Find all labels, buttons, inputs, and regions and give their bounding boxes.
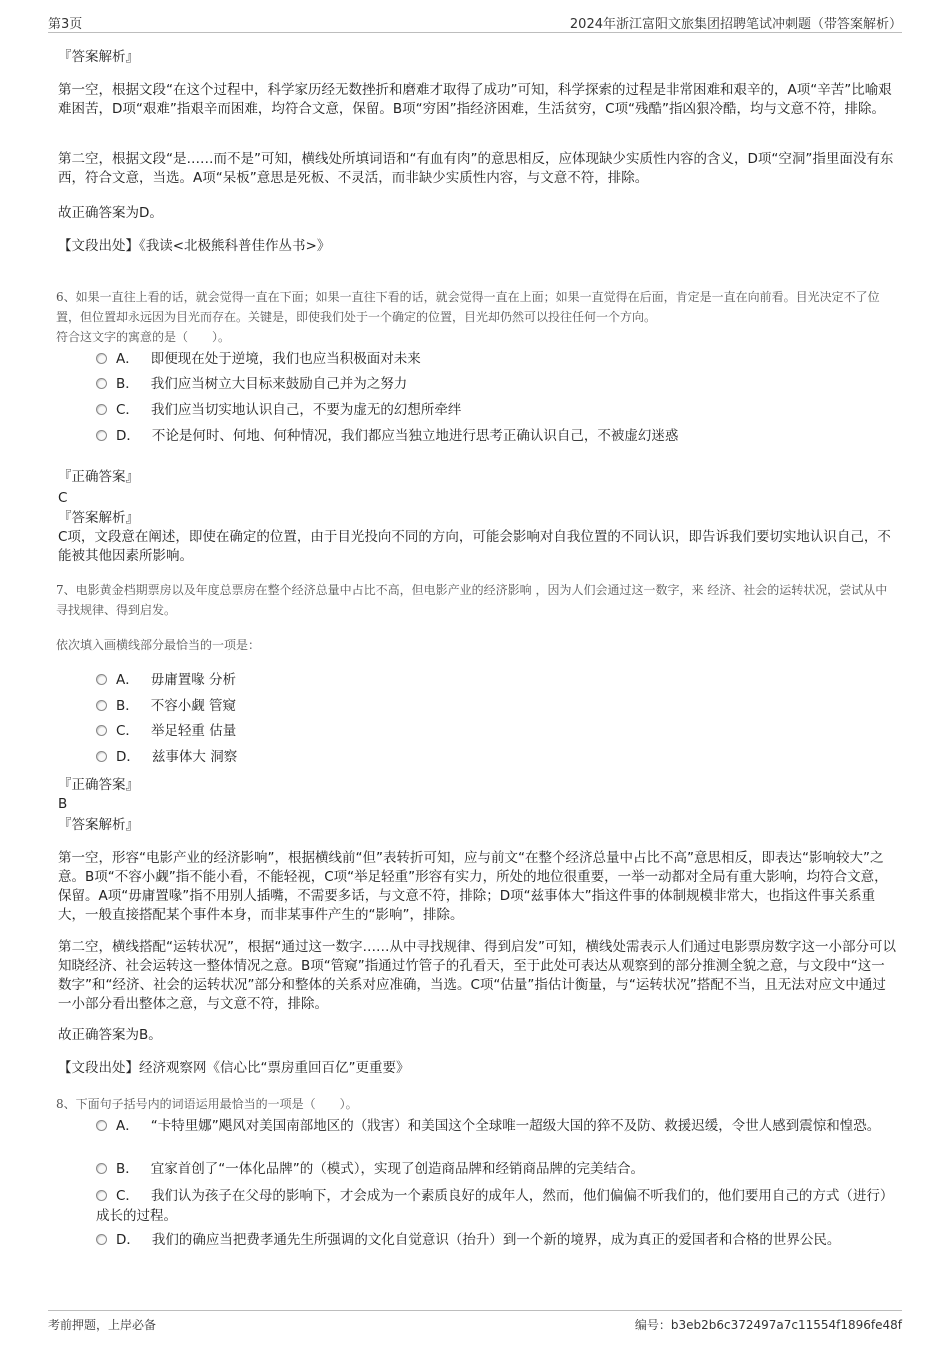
q5-analysis-label: 『答案解析』: [58, 49, 139, 65]
footer-slogan: 考前押题，上岸必备: [48, 1318, 157, 1332]
radio-icon[interactable]: [96, 404, 107, 415]
q7-answer-label: 『正确答案』: [58, 777, 139, 793]
q7-stem: 7、电影黄金档期票房以及年度总票房在整个经济总量中占比不高，但电影产业的经济影响 ，因为人们会通过这一数字，来 经济、社会的运转状况，尝试从中寻找规律、得到启发。: [56, 583, 888, 617]
document-title: 2024年浙江富阳文旅集团招聘笔试冲刺题（带答案解析）: [569, 17, 902, 32]
q7-option-d[interactable]: D． 兹事体大 洞察: [96, 747, 896, 767]
radio-icon[interactable]: [96, 1120, 107, 1131]
q7-analysis-label: 『答案解析』: [58, 817, 139, 833]
q6-answer: C: [58, 490, 68, 506]
q6-analysis: C项，文段意在阐述，即使在确定的位置，由于目光投向不同的方向，可能会影响对自我位置的不同认识，即告诉我们要切实地认识自己，不能被其他因素所影响。: [58, 529, 891, 564]
q6-option-c[interactable]: C． 我们应当切实地认识自己，不要为虚无的幻想所牵绊: [96, 400, 896, 420]
q7-conclusion: 故正确答案为B。: [58, 1027, 162, 1043]
q7-option-c[interactable]: C． 举足轻重 估量: [96, 721, 896, 741]
page-number: 第3页: [48, 17, 83, 32]
radio-icon[interactable]: [96, 751, 107, 762]
q5-analysis-p1: 第一空，根据文段“在这个过程中，科学家历经无数挫折和磨难才取得了成功”可知，科学探索的过程是非常困难和艰辛的，A项“辛苦”比喻艰难困苦，D项“艰难”指艰辛而困难，均符合文意，保留。B项“穷困”指经济困难，生活贫穷，C项“残酷”指凶狠冷酷，均与文意不符，排除。: [58, 82, 892, 117]
radio-icon[interactable]: [96, 378, 107, 389]
radio-icon[interactable]: [96, 725, 107, 736]
q8-option-b[interactable]: B． 宜家首创了“一体化品牌”的（模式），实现了创造商品牌和经销商品牌的完美结合。: [96, 1159, 896, 1179]
radio-icon[interactable]: [96, 700, 107, 711]
document-code: 编号：b3eb2b6c372497a7c11554f1896fe48f: [634, 1318, 902, 1332]
q5-source: 【文段出处】《我读<北极熊科普佳作丛书>》: [58, 238, 331, 254]
q7-option-a[interactable]: A． 毋庸置喙 分析: [96, 670, 896, 690]
q7-prompt: 依次填入画横线部分最恰当的一项是：: [56, 638, 261, 652]
q6-analysis-label: 『答案解析』: [58, 510, 139, 526]
page-footer: [48, 1310, 902, 1335]
q7-answer: B: [58, 796, 68, 812]
q6-prompt: 符合这文字的寓意的是（ ）。: [56, 330, 231, 344]
q7-analysis-p1: 第一空，形容“电影产业的经济影响”，根据横线前“但”表转折可知，应与前文“在整个经济总量中占比不高”意思相反，即表达“影响较大”之意。B项“不容小觑”指不能小看，不能轻视，C项“举足轻重”形容有实力，所处的地位很重要，一举一动都对全局有重大影响，均符合文意，保留。A项“毋庸置喙”指不用别人插嘴，不需要多话，与文意不符，排除；D项“兹事体大”指这件事的体制规模非常大，也指这件事关系重大，一般直接搭配某个事件本身，而非某事件产生的“影响”，排除。: [58, 850, 888, 923]
q5-conclusion: 故正确答案为D。: [58, 205, 163, 221]
q6-option-d[interactable]: D． 不论是何时、何地、何种情况，我们都应当独立地进行思考正确认识自己，不被虚幻迷惑: [96, 426, 896, 446]
q8-option-c[interactable]: C． 我们认为孩子在父母的影响下，才会成为一个素质良好的成年人，然而，他们偏偏不听我们的，他们要用自己的方式（进行）成长的过程。: [96, 1188, 894, 1224]
q5-analysis-p2: 第二空，根据文段“是……而不是”可知，横线处所填词语和“有血有肉”的意思相反，应体现缺少实质性内容的含义，D项“空洞”指里面没有东西，符合文意，当选。A项“呆板”意思是死板、不灵活，而非缺少实质性内容，与文意不符，排除。: [58, 151, 894, 186]
q7-analysis-p2: 第二空，横线搭配“运转状况”，根据“通过这一数字……从中寻找规律、得到启发”可知，横线处需表示人们通过电影票房数字这一小部分可以知晓经济、社会运转这一整体情况之意。B项“管窥”指通过竹管子的孔看天，至于此处可表达从观察到的部分推测全貌之意，与文段中“这一数字”和“经济、社会的运转状况”部分和整体的关系对应准确，当选。C项“估量”指估计衡量，与“运转状况”搭配不当，且无法对应文中通过一小部分看出整体之意，与文意不符，排除。: [58, 939, 896, 1012]
q6-answer-label: 『正确答案』: [58, 469, 139, 485]
q6-option-b[interactable]: B． 我们应当树立大目标来鼓励自己并为之努力: [96, 374, 896, 394]
q7-source: 【文段出处】经济观察网《信心比“票房重回百亿”更重要》: [58, 1060, 410, 1076]
q7-option-b[interactable]: B． 不容小觑 管窥: [96, 696, 896, 716]
radio-icon[interactable]: [96, 1163, 107, 1174]
q6-stem: 6、如果一直往上看的话，就会觉得一直在下面；如果一直往下看的话，就会觉得一直在上面；如果一直觉得在后面，肯定是一直在向前看。目光决定不了位置，但位置却永远因为目光而存在。关键是，即使我们处于一个确定的位置，目光却仍然可以投往任何一个方向。: [56, 290, 880, 324]
q8-stem: 8、下面句子括号内的词语运用最恰当的一项是（ ）。: [56, 1097, 358, 1111]
radio-icon[interactable]: [96, 430, 107, 441]
q8-option-d[interactable]: D． 我们的确应当把费孝通先生所强调的文化自觉意识（抬升）到一个新的境界，成为真正的爱国者和合格的世界公民。: [96, 1230, 896, 1250]
q8-option-a[interactable]: A． “卡特里娜”飓风对美国南部地区的（戕害）和美国这个全球唯一超级大国的猝不及防、救援迟缓，令世人感到震惊和惶恐。: [96, 1116, 896, 1136]
page-header: [48, 10, 902, 33]
radio-icon[interactable]: [96, 1234, 107, 1245]
q6-option-a[interactable]: A． 即便现在处于逆境，我们也应当积极面对未来: [96, 349, 896, 369]
radio-icon[interactable]: [96, 674, 107, 685]
radio-icon[interactable]: [96, 353, 107, 364]
radio-icon[interactable]: [96, 1190, 107, 1201]
